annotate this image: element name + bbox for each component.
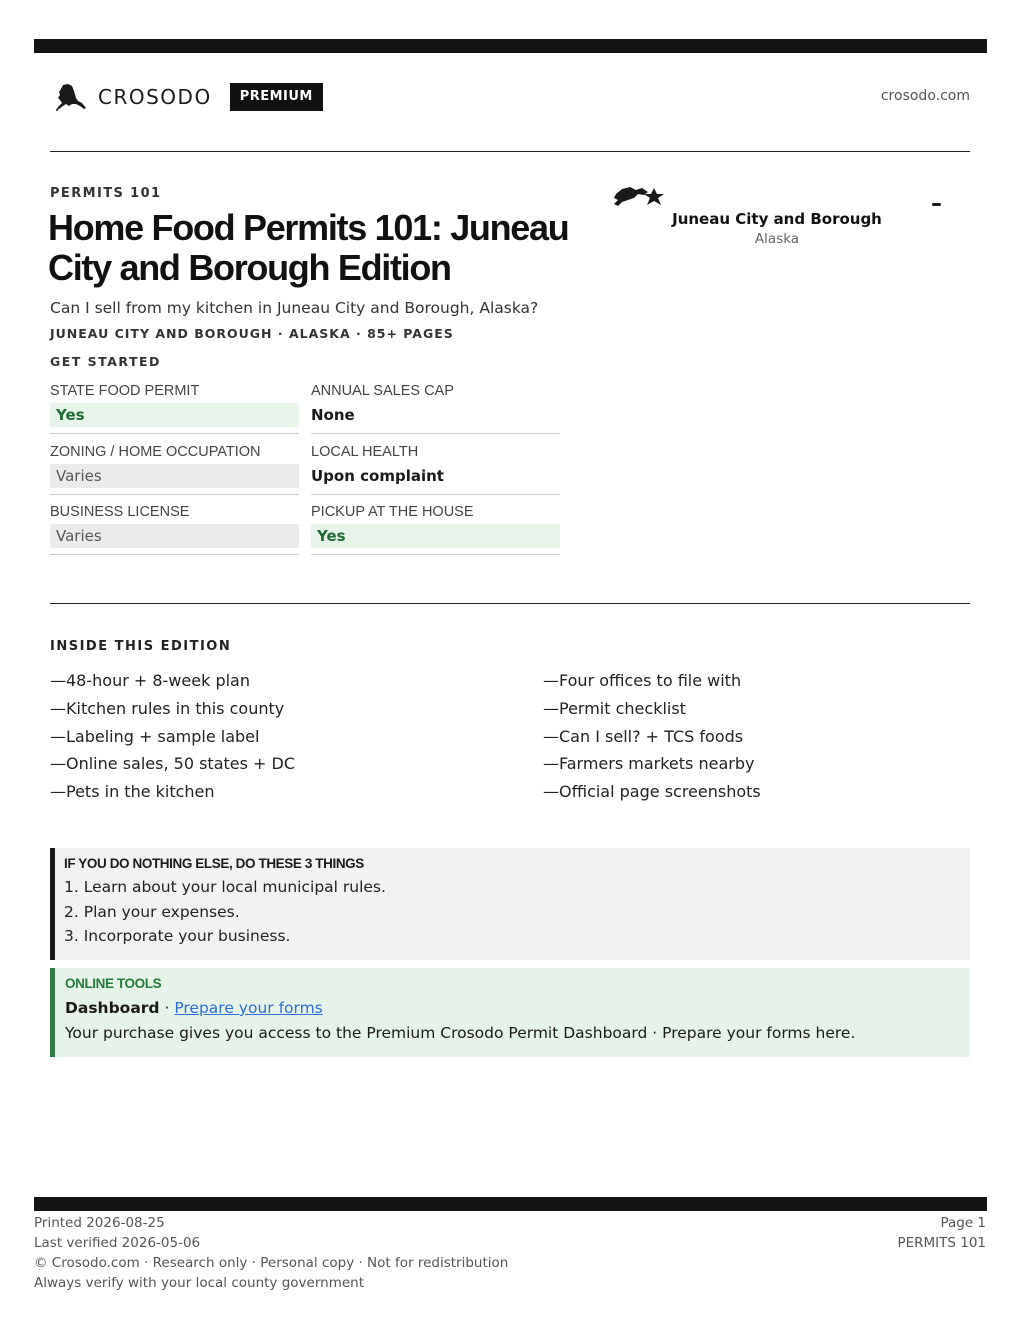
footer-left	[34, 1213, 508, 1293]
do-these-callout	[50, 848, 970, 960]
fact-label: BUSINESS LICENSE	[50, 504, 190, 520]
edition-meta: JUNEAU CITY AND BOROUGH · ALASKA · 85+ PAGES	[50, 326, 454, 341]
fact-value: Yes	[50, 403, 299, 427]
brand[interactable]	[54, 80, 323, 114]
location-map	[608, 182, 968, 252]
section-divider	[50, 603, 970, 604]
map-state-label: Alaska	[754, 231, 800, 247]
list-item: —Four offices to file with	[543, 671, 742, 690]
list-item: 2. Plan your expenses.	[64, 902, 240, 921]
fact-label: ANNUAL SALES CAP	[311, 383, 454, 399]
fact-annual-sales-cap	[311, 382, 560, 434]
premium-badge: PREMIUM	[230, 83, 323, 111]
printed-date: Printed 2026-08-25	[34, 1215, 165, 1231]
subtitle: Can I sell from my kitchen in Juneau City and Borough, Alaska?	[50, 299, 539, 317]
separator: ·	[159, 999, 175, 1017]
list-item: —Online sales, 50 states + DC	[50, 754, 296, 774]
footer-right	[897, 1213, 986, 1253]
fact-value: Varies	[50, 464, 299, 488]
inside-edition-heading: INSIDE THIS EDITION	[50, 639, 232, 654]
tools-line	[65, 999, 970, 1017]
verify-note: Always verify with your local county government	[34, 1275, 364, 1291]
list-item: —Kitchen rules in this county	[50, 698, 285, 718]
list-item: —Can I sell? + TCS foods	[543, 726, 744, 746]
get-started-heading: GET STARTED	[50, 354, 161, 369]
alaska-map-icon	[54, 82, 88, 112]
fact-local-health	[311, 443, 560, 495]
dashboard-label: Dashboard	[65, 999, 160, 1017]
site-url[interactable]: crosodo.com	[880, 88, 970, 104]
bottom-rule-bar	[34, 1197, 987, 1211]
list-item: —Pets in the kitchen	[50, 782, 215, 802]
kicker: PERMITS 101	[50, 186, 162, 201]
list-item: —Labeling + sample label	[50, 726, 260, 746]
fact-label: ZONING / HOME OCCUPATION	[50, 444, 261, 460]
tools-description: Your purchase gives you access to the Premium Crosodo Permit Dashboard · Prepare your forms here.	[65, 1024, 856, 1042]
page-number: Page 1	[940, 1215, 986, 1231]
inside-list-left	[50, 667, 295, 806]
fact-label: PICKUP AT THE HOUSE	[311, 504, 474, 520]
fact-value: Varies	[50, 524, 299, 548]
list-item: —Farmers markets nearby	[543, 754, 755, 774]
fact-pickup-at-house	[311, 503, 560, 555]
copyright: © Crosodo.com · Research only · Personal copy · Not for redistribution	[34, 1255, 509, 1271]
list-item: 3. Incorporate your business.	[64, 927, 291, 945]
page-header	[50, 80, 970, 114]
header-divider	[50, 151, 970, 152]
callout-heading: ONLINE TOOLS	[65, 976, 162, 991]
list-item: —Permit checklist	[543, 698, 686, 718]
list-item: —Official page screenshots	[543, 782, 761, 802]
list-item: 1. Learn about your local municipal rules.	[64, 878, 386, 896]
map-county-label: Juneau City and Borough	[672, 210, 882, 228]
footer-section: PERMITS 101	[897, 1235, 986, 1251]
fact-business-license	[50, 503, 299, 555]
fact-value: Yes	[311, 524, 560, 548]
fact-state-food-permit	[50, 382, 299, 434]
inside-list-right	[543, 667, 761, 806]
action-list	[64, 875, 970, 949]
brand-name: CROSODO	[98, 85, 212, 109]
callout-heading: IF YOU DO NOTHING ELSE, DO THESE 3 THINGS	[64, 856, 364, 871]
fact-zoning	[50, 443, 299, 495]
fact-label: LOCAL HEALTH	[311, 444, 419, 460]
prepare-forms-link[interactable]: Prepare your forms	[174, 999, 323, 1017]
fact-label: STATE FOOD PERMIT	[50, 383, 200, 399]
list-item: —48-hour + 8-week plan	[50, 671, 250, 690]
online-tools-callout	[50, 968, 970, 1057]
fact-value: Upon complaint	[311, 467, 444, 485]
verified-date: Last verified 2026-05-06	[34, 1235, 201, 1251]
page-title: Home Food Permits 101: Juneau City and Borough Edition	[48, 207, 569, 288]
fact-value: None	[311, 406, 355, 424]
top-rule-bar	[34, 39, 987, 53]
